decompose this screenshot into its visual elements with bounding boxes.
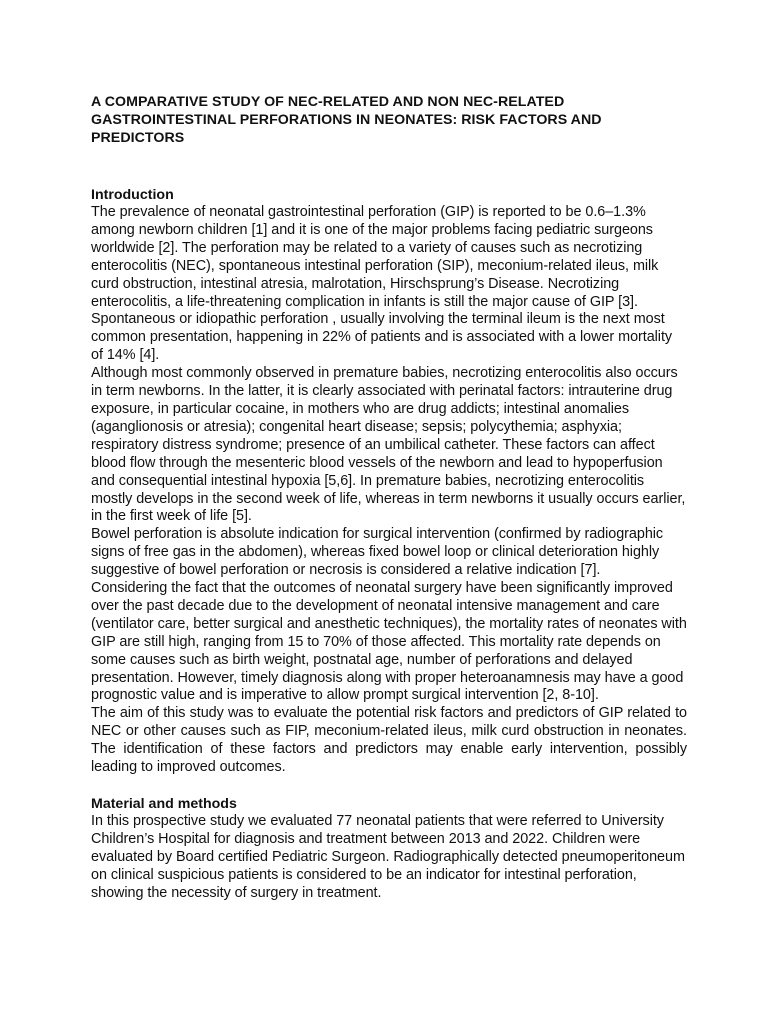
- document-page: [91, 93, 687, 903]
- intro-paragraph-5: The aim of this study was to evaluate the potential risk factors and predictors of GIP related to NEC or other causes such as FIP, meconium-related ileus, milk curd obstruction in neonates. The identification of these factors and predictors may enable early intervention, possibly leading to improved outcomes.: [91, 705, 687, 776]
- intro-paragraph-1: The prevalence of neonatal gastrointestinal perforation (GIP) is reported to be 0.6–1.3% among newborn children [1] and it is one of the major problems facing pediatric surgeons worldwide [2]. The perforation may be related to a variety of causes such as necrotizing enterocolitis (NEC), spontaneous intestinal perforation (SIP), meconium-related ileus, milk curd obstruction, intestinal atresia, malrotation, Hirschsprung’s Disease. Necrotizing enterocolitis, a life-threatening complication in infants is still the major cause of GIP [3]. Spontaneous or idiopathic perforation , usually involving the terminal ileum is the next most common presentation, happening in 22% of patients and is associated with a lower mortality of 14% [4].: [91, 204, 673, 364]
- intro-paragraph-2: Although most commonly observed in premature babies, necrotizing enterocolitis also occurs in term newborns. In the latter, it is clearly associated with perinatal factors: intrauterine drug exposure, in particular cocaine, in mothers who are drug addicts; intestinal anomalies (aganglionosis or atresia); congenital heart disease; sepsis; polycythemia; asphyxia; respiratory distress syndrome; presence of an umbilical catheter. These factors can affect blood flow through the mesenteric blood vessels of the newborn and lead to hypoperfusion and consequential intestinal hypoxia [5,6]. In premature babies, necrotizing enterocolitis mostly develops in the second week of life, whereas in term newborns it usually occurs earlier, in the first week of life [5].: [91, 365, 686, 525]
- methods-heading: Material and methods: [91, 796, 237, 812]
- methods-paragraph-1: In this prospective study we evaluated 77 neonatal patients that were referred to University Children’s Hospital for diagnosis and treatment between 2013 and 2022. Children were evaluated by Board certified Pediatric Surgeon. Radiographically detected pneumoperitoneum on clinical suspicious patients is considered to be an indicator for intestinal perforation, showing the necessity of surgery in treatment.: [91, 813, 685, 901]
- intro-paragraph-3: Bowel perforation is absolute indication for surgical intervention (confirmed by radiographic signs of free gas in the abdomen), whereas fixed bowel loop or clinical deterioration highly suggestive of bowel perforation or necrosis is considered a relative indication [7].: [91, 526, 664, 579]
- introduction-heading: Introduction: [91, 187, 174, 203]
- intro-paragraph-4: Considering the fact that the outcomes of neonatal surgery have been significantly improved over the past decade due to the development of neonatal intensive management and care (ventilator care, better surgical and anesthetic techniques), the mortality rates of neonates with GIP are still high, ranging from 15 to 70% of those affected. This mortality rate depends on some causes such as birth weight, postnatal age, number of perforations and delayed presentation. However, timely diagnosis along with proper heteroanamnesis may have a good prognostic value and is imperative to allow prompt surgical intervention [2, 8-10].: [91, 580, 687, 704]
- paper-title: A COMPARATIVE STUDY OF NEC-RELATED AND NON NEC-RELATED GASTROINTESTINAL PERFORATIONS IN NEONATES: RISK FACTORS AND PREDICTORS: [91, 94, 602, 146]
